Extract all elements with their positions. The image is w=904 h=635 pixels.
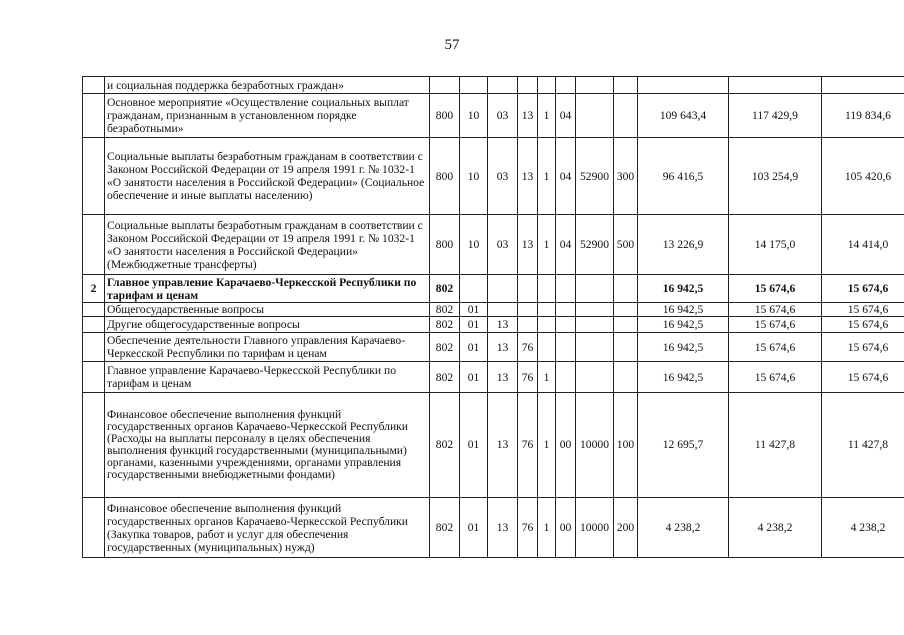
table-row (83, 317, 904, 333)
subprogram-code: 1 (538, 138, 556, 215)
program-code: 76 (518, 333, 538, 362)
amount-year-3: 15 674,6 (822, 275, 904, 303)
amount-year-2: 15 674,6 (729, 362, 822, 393)
section-code: 10 (460, 215, 488, 275)
subprogram-code (538, 275, 556, 303)
row-index: 2 (83, 275, 105, 303)
amount-year-2: 15 674,6 (729, 275, 822, 303)
table-row (83, 303, 904, 317)
subprogram-code: 1 (538, 94, 556, 138)
subsection-code: 13 (488, 393, 518, 498)
ministry-code: 802 (430, 333, 460, 362)
subprogram-code: 1 (538, 498, 556, 558)
row-name: Другие общегосударственные вопросы (105, 317, 430, 333)
amount-year-3: 15 674,6 (822, 333, 904, 362)
table-row (83, 215, 904, 275)
row-index (83, 498, 105, 558)
section-code: 01 (460, 498, 488, 558)
subsection-code: 03 (488, 94, 518, 138)
subsection-code: 13 (488, 362, 518, 393)
row-name: Социальные выплаты безработным гражданам в соответствии с Законом Российской Федерации от 19 апреля 1991 г. № 1032-1 «О занятости населения в Российской Федерации» (Социальное обеспечение и иные выплаты населению) (105, 138, 430, 215)
table-row (83, 393, 904, 498)
row-name: Социальные выплаты безработным гражданам в соответствии с Законом Российской Федерации от 19 апреля 1991 г. № 1032-1 «О занятости населения в Российской Федерации» (Межбюджетные трансферты) (105, 215, 430, 275)
row-name: Финансовое обеспечение выполнения функций государственных органов Карачаево-Черкесской Республики (Расходы на выплаты персоналу в целях обеспечения выполнения функций государственными (муниципальными) органами, казенными учреждениями, органами управления государственными внебюджетными фондами) (105, 393, 430, 498)
event-code (556, 333, 576, 362)
ministry-code: 802 (430, 393, 460, 498)
row-name: Обеспечение деятельности Главного управления Карачаево-Черкесской Республики по тарифам и ценам (105, 333, 430, 362)
expense-type-code (614, 333, 638, 362)
program-code: 13 (518, 138, 538, 215)
amount-year-3 (822, 77, 904, 94)
table-row (83, 333, 904, 362)
event-code: 00 (556, 498, 576, 558)
expense-type-code: 300 (614, 138, 638, 215)
row-name: Главное управление Карачаево-Черкесской Республики по тарифам и ценам (105, 362, 430, 393)
event-code (556, 362, 576, 393)
expense-type-code (614, 77, 638, 94)
subsection-code (488, 303, 518, 317)
section-code: 01 (460, 317, 488, 333)
amount-year-1: 16 942,5 (638, 333, 729, 362)
amount-year-1: 12 695,7 (638, 393, 729, 498)
direction-code: 52900 (576, 215, 614, 275)
amount-year-2: 15 674,6 (729, 317, 822, 333)
direction-code (576, 94, 614, 138)
amount-year-2: 117 429,9 (729, 94, 822, 138)
program-code (518, 275, 538, 303)
program-code: 76 (518, 498, 538, 558)
subprogram-code: 1 (538, 215, 556, 275)
table-row (83, 77, 904, 94)
section-code (460, 77, 488, 94)
ministry-code: 802 (430, 275, 460, 303)
row-index (83, 215, 105, 275)
amount-year-1: 4 238,2 (638, 498, 729, 558)
ministry-code: 800 (430, 138, 460, 215)
row-index (83, 333, 105, 362)
expense-type-code (614, 362, 638, 393)
amount-year-3: 119 834,6 (822, 94, 904, 138)
row-name: Финансовое обеспечение выполнения функций государственных органов Карачаево-Черкесской Республики (Закупка товаров, работ и услуг для обеспечения государственных (муниципальных) нужд) (105, 498, 430, 558)
amount-year-1: 16 942,5 (638, 317, 729, 333)
amount-year-3: 105 420,6 (822, 138, 904, 215)
ministry-code: 802 (430, 362, 460, 393)
amount-year-3: 15 674,6 (822, 317, 904, 333)
section-code (460, 275, 488, 303)
event-code: 04 (556, 215, 576, 275)
row-index (83, 362, 105, 393)
direction-code (576, 77, 614, 94)
amount-year-3: 4 238,2 (822, 498, 904, 558)
subprogram-code: 1 (538, 393, 556, 498)
amount-year-1: 16 942,5 (638, 275, 729, 303)
event-code (556, 275, 576, 303)
expense-type-code (614, 94, 638, 138)
subprogram-code (538, 317, 556, 333)
subsection-code: 03 (488, 138, 518, 215)
ministry-code (430, 77, 460, 94)
table-row (83, 362, 904, 393)
row-index (83, 317, 105, 333)
amount-year-1: 16 942,5 (638, 303, 729, 317)
amount-year-1: 109 643,4 (638, 94, 729, 138)
amount-year-3: 15 674,6 (822, 303, 904, 317)
amount-year-2: 11 427,8 (729, 393, 822, 498)
direction-code (576, 317, 614, 333)
row-name: Главное управление Карачаево-Черкесской Республики по тарифам и ценам (105, 275, 430, 303)
expense-type-code (614, 303, 638, 317)
direction-code (576, 303, 614, 317)
direction-code: 52900 (576, 138, 614, 215)
expense-type-code: 200 (614, 498, 638, 558)
section-code: 01 (460, 393, 488, 498)
program-code (518, 317, 538, 333)
amount-year-2: 103 254,9 (729, 138, 822, 215)
amount-year-1: 16 942,5 (638, 362, 729, 393)
subsection-code (488, 77, 518, 94)
row-index (83, 138, 105, 215)
section-code: 10 (460, 138, 488, 215)
row-name: Основное мероприятие «Осуществление социальных выплат гражданам, признанным в установленном порядке безработными» (105, 94, 430, 138)
program-code: 13 (518, 94, 538, 138)
event-code: 04 (556, 138, 576, 215)
program-code: 76 (518, 362, 538, 393)
section-code: 01 (460, 362, 488, 393)
program-code (518, 77, 538, 94)
direction-code (576, 275, 614, 303)
subprogram-code (538, 77, 556, 94)
row-index (83, 77, 105, 94)
row-name: Общегосударственные вопросы (105, 303, 430, 317)
budget-table (82, 76, 904, 558)
row-name: и социальная поддержка безработных граждан» (105, 77, 430, 94)
direction-code: 10000 (576, 498, 614, 558)
amount-year-2: 14 175,0 (729, 215, 822, 275)
amount-year-1: 96 416,5 (638, 138, 729, 215)
amount-year-2: 4 238,2 (729, 498, 822, 558)
table-row (83, 275, 904, 303)
row-index (83, 393, 105, 498)
subsection-code: 03 (488, 215, 518, 275)
direction-code: 10000 (576, 393, 614, 498)
ministry-code: 800 (430, 215, 460, 275)
subsection-code: 13 (488, 317, 518, 333)
amount-year-2: 15 674,6 (729, 303, 822, 317)
row-index (83, 94, 105, 138)
table-row (83, 498, 904, 558)
table-row (83, 94, 904, 138)
event-code (556, 77, 576, 94)
ministry-code: 802 (430, 303, 460, 317)
amount-year-2 (729, 77, 822, 94)
amount-year-1 (638, 77, 729, 94)
event-code: 00 (556, 393, 576, 498)
expense-type-code: 500 (614, 215, 638, 275)
subprogram-code (538, 303, 556, 317)
ministry-code: 802 (430, 498, 460, 558)
subprogram-code: 1 (538, 362, 556, 393)
section-code: 10 (460, 94, 488, 138)
subsection-code (488, 275, 518, 303)
program-code (518, 303, 538, 317)
page-number: 57 (444, 37, 460, 53)
row-index (83, 303, 105, 317)
amount-year-3: 14 414,0 (822, 215, 904, 275)
expense-type-code (614, 317, 638, 333)
amount-year-1: 13 226,9 (638, 215, 729, 275)
event-code (556, 303, 576, 317)
event-code: 04 (556, 94, 576, 138)
subsection-code: 13 (488, 333, 518, 362)
amount-year-2: 15 674,6 (729, 333, 822, 362)
direction-code (576, 333, 614, 362)
subsection-code: 13 (488, 498, 518, 558)
table-body (83, 77, 904, 558)
expense-type-code: 100 (614, 393, 638, 498)
subprogram-code (538, 333, 556, 362)
event-code (556, 317, 576, 333)
direction-code (576, 362, 614, 393)
amount-year-3: 15 674,6 (822, 362, 904, 393)
ministry-code: 800 (430, 94, 460, 138)
table-row (83, 138, 904, 215)
program-code: 76 (518, 393, 538, 498)
expense-type-code (614, 275, 638, 303)
section-code: 01 (460, 303, 488, 317)
amount-year-3: 11 427,8 (822, 393, 904, 498)
program-code: 13 (518, 215, 538, 275)
ministry-code: 802 (430, 317, 460, 333)
section-code: 01 (460, 333, 488, 362)
